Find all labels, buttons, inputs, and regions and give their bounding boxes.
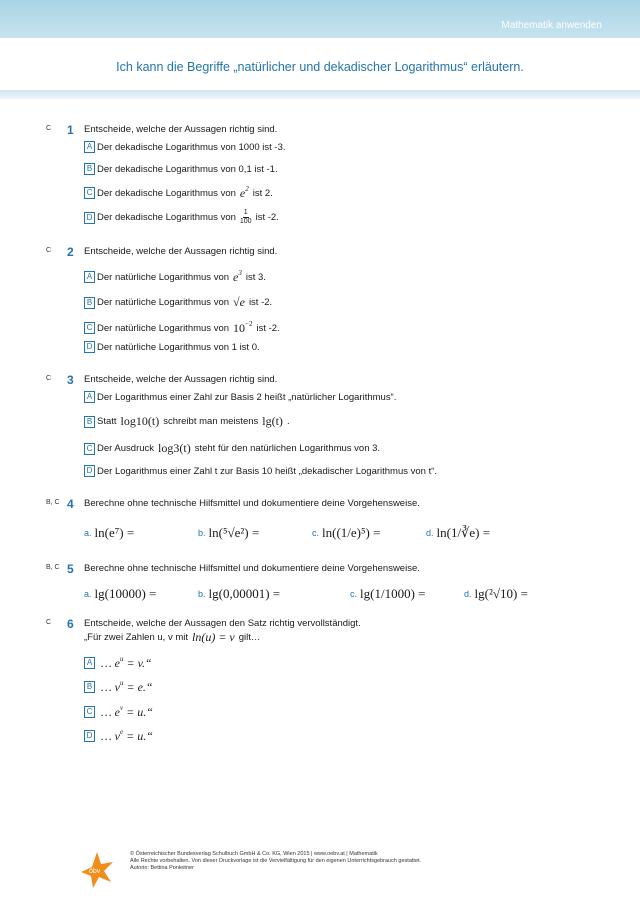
exercise-number: 4 [67,497,74,511]
option-c[interactable]: C Der dekadische Logarithmus von $e^2$ ist 2. [84,185,273,201]
subtask-b: b. lg(0,00001) = [198,586,281,601]
exercise-question: Berechne ohne technische Hilfsmittel und dokumentiere deine Vorgehensweise. [84,563,420,574]
option-b[interactable]: B Der dekadische Logarithmus von 0,1 ist -1. [84,163,278,175]
exercise-number: 6 [67,617,74,631]
option-c[interactable]: C … $e^v$ = u.“ [84,704,157,720]
exercise-number: 1 [67,123,74,137]
option-a[interactable]: A Der natürliche Logarithmus von $e^3$ ist 3. [84,269,266,285]
footer-copyright: © Österreichischer Bundesverlag Schulbuch GmbH & Co. KG, Wien 2015 | www.oebv.at | Mathematik Alle Rechte vorbehalten. Von dieser Druckvorlage ist die Vervielfältigung für den eigenen Unterrichtsgebrauch gestattet. Autorin: Bettina Ponleitner [130,851,422,871]
publisher-logo [79,850,115,895]
subtask-a: a. ln(e⁷) = [84,525,135,540]
level-badge: C [46,375,52,382]
option-a[interactable]: A Der dekadische Logarithmus von 1000 ist -3. [84,141,286,153]
option-d[interactable]: D … $v^e$ = u.“ [84,728,157,744]
subtask-c: c. lg(1/1000) = [350,586,426,601]
option-d[interactable]: D Der natürliche Logarithmus von 1 ist 0. [84,341,260,353]
option-c[interactable]: C Der Ausdruck log3(t) steht für den natürlichen Logarithmus von 3. [84,441,380,456]
learning-objective: Ich kann die Begriffe „natürlicher und dekadischer Logarithmus“ erläutern. [116,60,524,74]
subtask-d: d. lg(²√10) = [464,586,528,601]
level-badge: B, C [46,499,60,506]
divider-band [0,90,640,99]
option-b[interactable]: B Der natürliche Logarithmus von √e ist -2. [84,295,272,310]
subtask-d: d. ln(1/∛e) = [426,525,491,540]
option-a[interactable]: A Der Logarithmus einer Zahl zur Basis 2 heißt „natürlicher Logarithmus“. [84,391,396,403]
level-badge: C [46,619,52,626]
option-d[interactable]: D Der Logarithmus einer Zahl t zur Basis 10 heißt „dekadischer Logarithmus von t“. [84,465,437,477]
svg-text:öbv: öbv [89,868,101,875]
exercise-question: Entscheide, welche der Aussagen richtig sind. [84,124,278,135]
header-band [0,0,640,38]
exercise-number: 5 [67,562,74,576]
fraction: $\frac{1}{100}$ [239,209,252,225]
exercise-number: 3 [67,373,74,387]
exercise-question: Entscheide, welche der Aussagen richtig sind. [84,246,278,257]
exercise-number: 2 [67,245,74,259]
exercise-question: Entscheide, welche der Aussagen den Satz richtig vervollständigt. [84,618,361,629]
option-b[interactable]: B … $v^u$ = e.“ [84,679,157,695]
level-badge: C [46,247,52,254]
subtask-a: a. lg(10000) = [84,586,157,601]
subtask-b: b. ln(⁵√e²) = [198,525,260,540]
level-badge: B, C [46,564,60,571]
option-d[interactable]: D Der dekadische Logarithmus von $\frac{1}{100}$ ist -2. [84,209,279,226]
exercise-question: Entscheide, welche der Aussagen richtig sind. [84,374,278,385]
subtask-c: c. ln((1/e)⁵) = [312,525,381,540]
exercise-question: Berechne ohne technische Hilfsmittel und dokumentiere deine Vorgehensweise. [84,498,420,509]
exercise-intro: „Für zwei Zahlen u, v mit ln(u) = v gilt… [84,630,261,644]
level-badge: C [46,125,52,132]
option-a[interactable]: A … $e^u$ = v.“ [84,655,156,671]
option-c[interactable]: C Der natürliche Logarithmus von $10^{-2}$ ist -2. [84,320,280,336]
option-b[interactable]: B Statt log10(t) schreibt man meistens lg(t) . [84,414,290,429]
header-title: Mathematik anwenden [501,20,602,31]
